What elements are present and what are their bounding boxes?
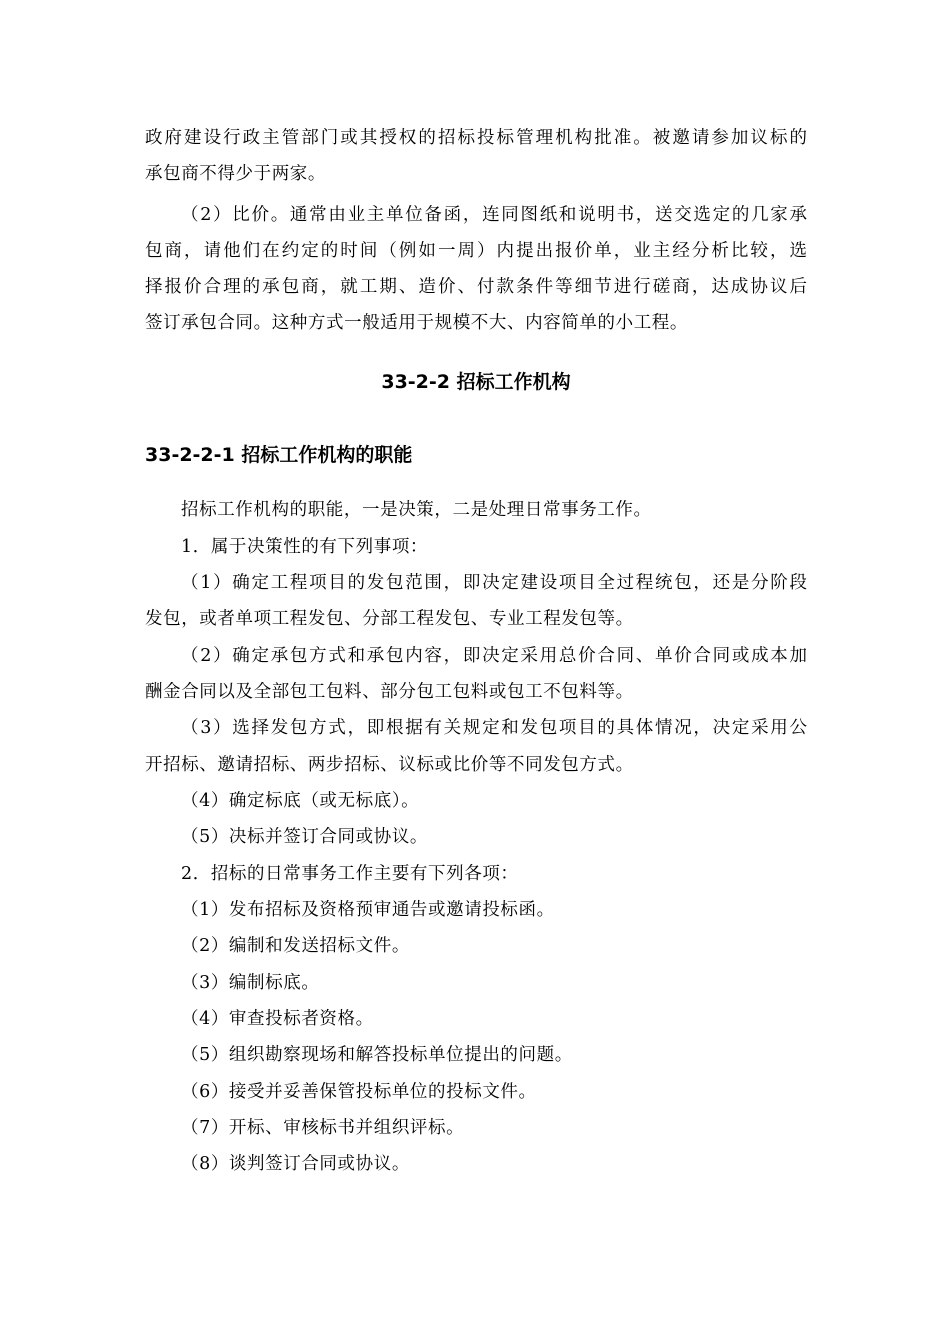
list-item: 开招标、邀请招标、两步招标、议标或比价等不同发包方式。 — [145, 755, 634, 775]
list-item: （1）发布招标及资格预审通告或邀请投标函。 — [181, 900, 555, 920]
list-item: （5）组织勘察现场和解答投标单位提出的问题。 — [181, 1045, 573, 1065]
list-item: （7）开标、审核标书并组织评标。 — [181, 1118, 465, 1138]
list-item: （6）接受并妥善保管投标单位的投标文件。 — [181, 1082, 537, 1102]
paragraph-line: 择报价合理的承包商，就工期、造价、付款条件等细节进行磋商，达成协议后 — [145, 277, 807, 297]
section-title: 33-2-2 招标工作机构 — [381, 371, 571, 393]
list-item: 1．属于决策性的有下列事项： — [181, 537, 429, 557]
paragraph-line: 政府建设行政主管部门或其授权的招标投标管理机构批准。被邀请参加议标的 — [145, 128, 807, 148]
list-item: 酬金合同以及全部包工包料、部分包工包料或包工不包料等。 — [145, 682, 634, 702]
paragraph-line: 包商，请他们在约定的时间（例如一周）内提出报价单，业主经分析比较，选 — [145, 241, 807, 261]
list-item: （3）编制标底。 — [181, 973, 320, 993]
list-item: （3）选择发包方式，即根据有关规定和发包项目的具体情况，决定采用公 — [181, 718, 807, 738]
paragraph-line: 招标工作机构的职能，一是决策，二是处理日常事务工作。 — [181, 500, 652, 520]
list-item: 发包，或者单项工程发包、分部工程发包、专业工程发包等。 — [145, 609, 634, 629]
list-item: （4）审查投标者资格。 — [181, 1009, 374, 1029]
paragraph-line: 承包商不得少于两家。 — [145, 164, 326, 184]
list-item: 2．招标的日常事务工作主要有下列各项： — [181, 864, 519, 884]
list-item: （5）决标并签订合同或协议。 — [181, 827, 429, 847]
subsection-title: 33-2-2-1 招标工作机构的职能 — [145, 444, 413, 466]
list-item: （2）确定承包方式和承包内容，即决定采用总价合同、单价合同或成本加 — [181, 646, 807, 666]
list-item: （1）确定工程项目的发包范围，即决定建设项目全过程统包，还是分阶段 — [181, 573, 807, 593]
list-item: （2）编制和发送招标文件。 — [181, 936, 410, 956]
list-item: （8）谈判签订合同或协议。 — [181, 1154, 410, 1174]
list-item: （4）确定标底（或无标底）。 — [181, 791, 420, 811]
paragraph-line: （2）比价。通常由业主单位备函，连同图纸和说明书，送交选定的几家承 — [181, 205, 807, 225]
paragraph-line: 签订承包合同。这种方式一般适用于规模不大、内容简单的小工程。 — [145, 313, 688, 333]
